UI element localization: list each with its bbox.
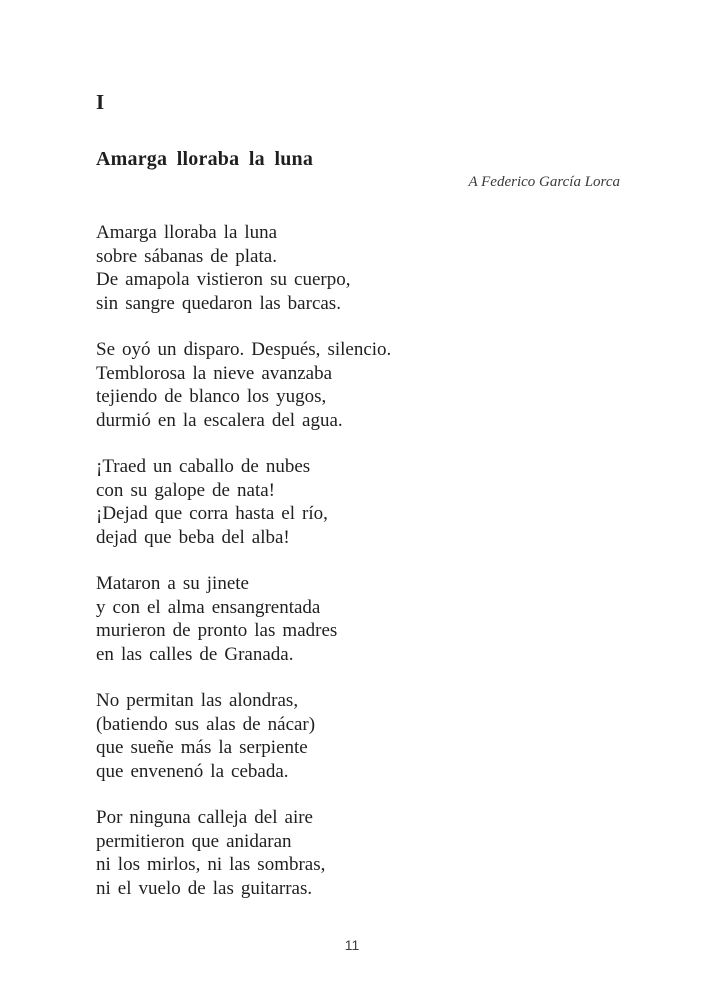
poem-line: Por ninguna calleja del aire <box>96 807 313 828</box>
page-number: 11 <box>344 937 360 953</box>
poem-line: en las calles de Granada. <box>96 643 294 665</box>
poem-line: ni los mirlos, ni las sombras, <box>96 854 326 875</box>
poem-line: De amapola vistieron su cuerpo, <box>96 269 351 290</box>
poem-line: No permitan las alondras, <box>96 690 299 711</box>
poem-line: murieron de pronto las madres <box>96 620 338 641</box>
poem-line: Mataron a su jinete <box>96 573 249 594</box>
poem-line: Amarga lloraba la luna <box>96 222 278 243</box>
poem-line: durmió en la escalera del agua. <box>96 409 343 431</box>
stanza-2 <box>96 338 620 432</box>
poem-line: tejiendo de blanco los yugos, <box>96 386 327 407</box>
stanza-6 <box>96 806 620 900</box>
poem-line: (batiendo sus alas de nácar) <box>96 713 316 735</box>
stanza-4 <box>96 572 620 666</box>
poem-title: Amarga lloraba la luna <box>96 148 314 170</box>
poem-line: que sueñe más la serpiente <box>96 737 308 758</box>
poem-line: sobre sábanas de plata. <box>96 245 277 267</box>
dedication: A Federico García Lorca <box>468 174 620 190</box>
poem-line: ni el vuelo de las guitarras. <box>96 877 313 899</box>
stanza-1 <box>96 221 620 315</box>
poem-line: permitieron que anidaran <box>96 830 292 852</box>
poem-line: Temblorosa la nieve avanzaba <box>96 362 333 384</box>
poem-line: dejad que beba del alba! <box>96 526 290 548</box>
poem-body <box>96 221 620 900</box>
poem-line: ¡Dejad que corra hasta el río, <box>96 503 328 524</box>
section-number: I <box>96 90 105 114</box>
poem-line: y con el alma ensangrentada <box>96 596 321 618</box>
poem-line: ¡Traed un caballo de nubes <box>96 456 311 477</box>
poem-line: que envenenó la cebada. <box>96 760 289 782</box>
stanza-5 <box>96 689 620 783</box>
stanza-3 <box>96 455 620 549</box>
poem-line: sin sangre quedaron las barcas. <box>96 292 341 314</box>
poem-line: Se oyó un disparo. Después, silencio. <box>96 339 392 360</box>
poem-line: con su galope de nata! <box>96 479 275 501</box>
